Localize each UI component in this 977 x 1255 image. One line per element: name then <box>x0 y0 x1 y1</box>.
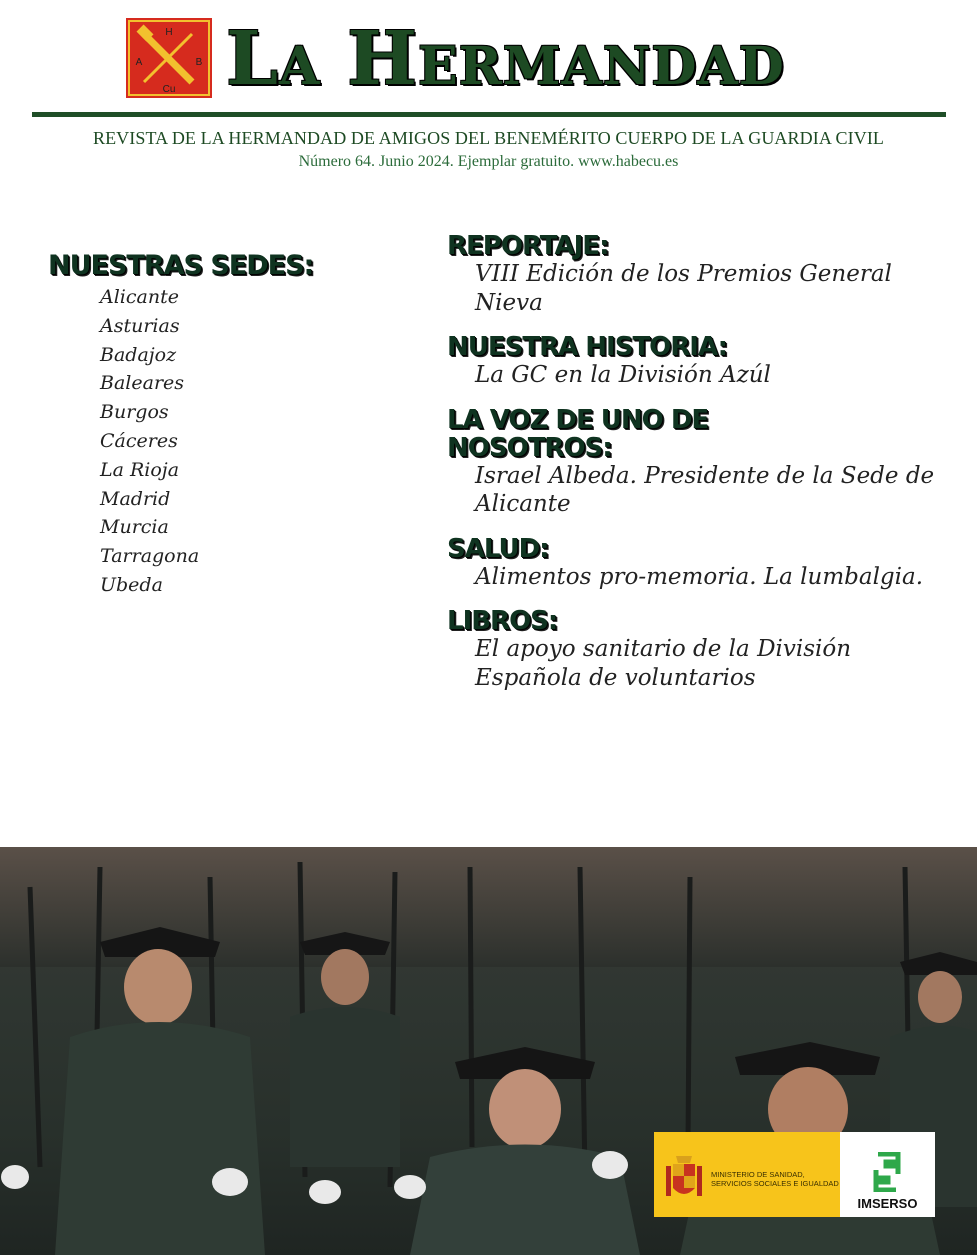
entry-heading: NUESTRA HISTORIA: <box>447 332 727 362</box>
sedes-list <box>100 283 199 600</box>
sedes-heading: NUESTRAS SEDES: <box>48 250 314 281</box>
sede-item: Ubeda <box>100 573 163 596</box>
spain-coat-of-arms-icon <box>662 1152 706 1204</box>
ministerio-text: MINISTERIO DE SANIDAD, SERVICIOS SOCIALES E IGUALDAD <box>711 1170 839 1188</box>
sede-item: Asturias <box>100 314 180 337</box>
entry-heading: LIBROS: <box>447 606 558 636</box>
magazine-title: La Hermandad <box>226 16 785 102</box>
sede-item: Alicante <box>100 286 179 308</box>
sede-item: Madrid <box>100 487 171 510</box>
svg-text:Cu: Cu <box>162 84 176 95</box>
contents-entry-voz <box>447 406 947 519</box>
sede-item: Burgos <box>100 401 169 424</box>
habecu-emblem-icon <box>126 18 212 98</box>
entry-heading: LA VOZ DE UNO DE NOSOTROS: <box>447 404 709 463</box>
entry-text: La GC en la División Azúl <box>475 362 771 388</box>
svg-text:A: A <box>135 57 143 68</box>
sede-item: Baleares <box>100 372 185 395</box>
sede-item: Murcia <box>100 516 169 539</box>
ministerio-logo <box>654 1132 840 1217</box>
magazine-subtitle: REVISTA DE LA HERMANDAD DE AMIGOS DEL BENEMÉRITO CUERPO DE LA GUARDIA CIVIL <box>92 128 885 148</box>
sede-item: Badajoz <box>100 343 177 366</box>
table-of-contents <box>447 232 947 708</box>
entry-text: Alimentos pro-memoria. La lumbalgia. <box>475 563 924 590</box>
svg-text:H: H <box>165 27 173 38</box>
contents-entry-libros <box>447 607 947 692</box>
imserso-label: IMSERSO <box>857 1196 918 1211</box>
imserso-logo-icon <box>868 1152 906 1192</box>
contents-entry-salud <box>447 535 947 592</box>
entry-heading: SALUD: <box>447 533 549 564</box>
imserso-logo <box>840 1132 935 1217</box>
masthead <box>0 0 977 200</box>
issue-line: Número 64. Junio 2024. Ejemplar gratuito. www.habecu.es <box>298 153 679 170</box>
sede-item: Tarragona <box>100 545 200 568</box>
entry-text: El apoyo sanitario de la División Española de voluntarios <box>475 636 852 691</box>
contents-entry-reportaje <box>447 232 947 317</box>
entry-text: Israel Albeda. Presidente de la Sede de Alicante <box>475 462 935 517</box>
entry-heading: REPORTAJE: <box>447 231 609 261</box>
sponsor-logos <box>654 1132 935 1217</box>
header-rule <box>32 112 946 117</box>
sede-item: La Rioja <box>100 458 180 481</box>
contents-entry-historia <box>447 333 947 390</box>
svg-text:B: B <box>195 57 203 68</box>
sede-item: Cáceres <box>100 429 178 452</box>
entry-text: VIII Edición de los Premios General Nieva <box>475 261 892 316</box>
